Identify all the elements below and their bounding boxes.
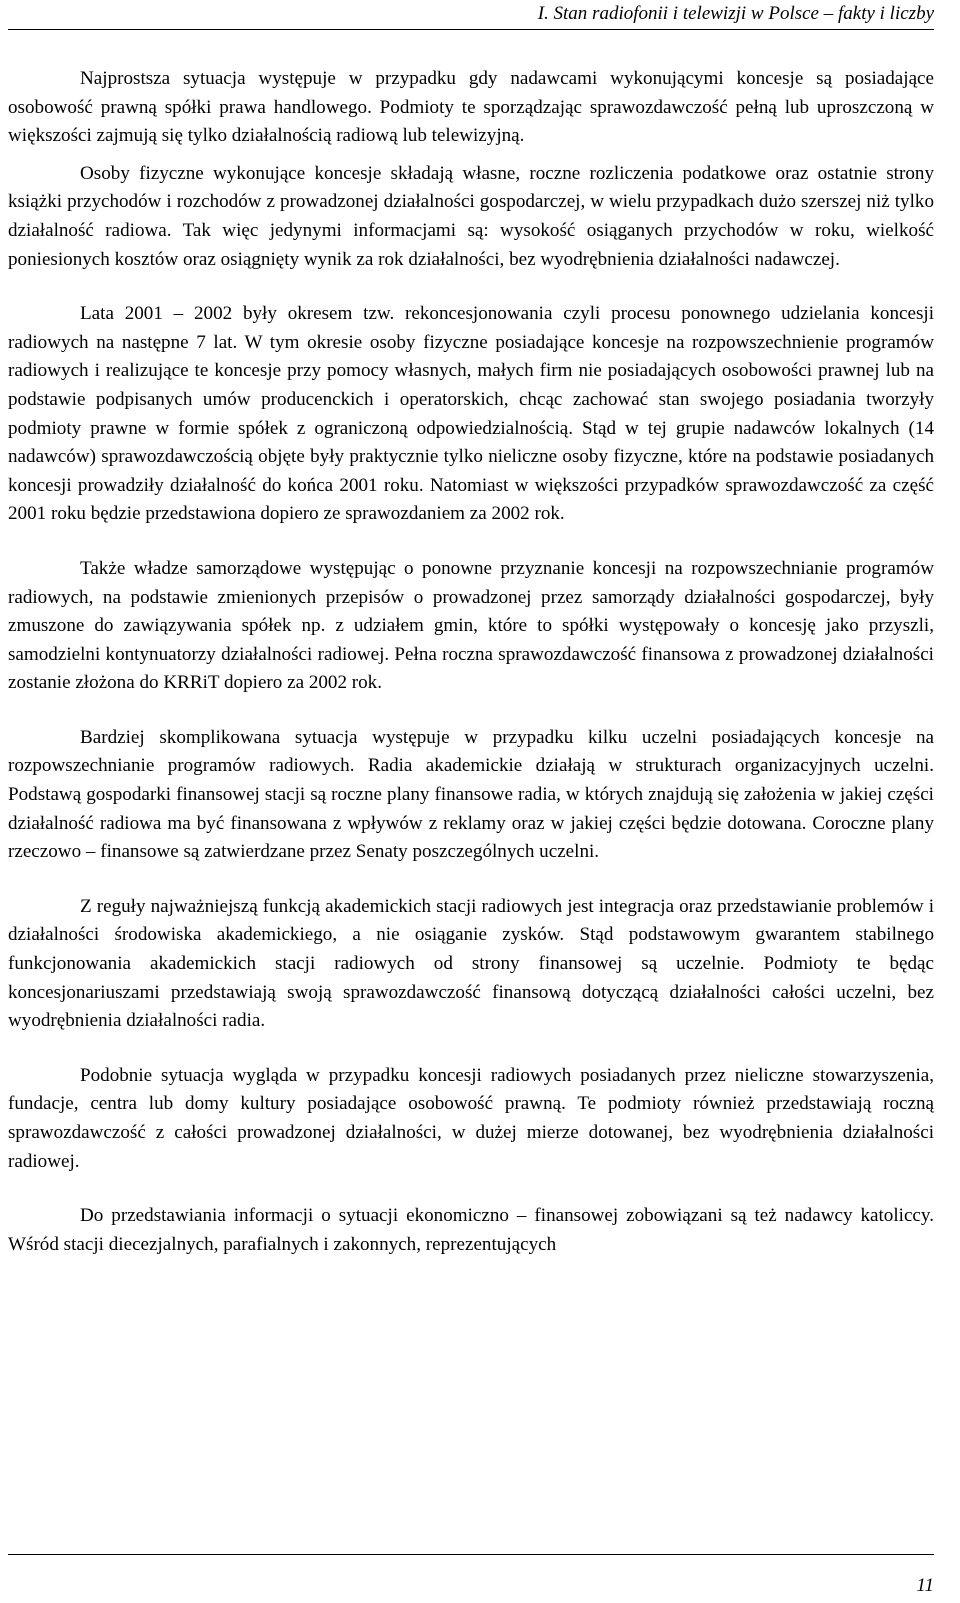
page-number: 11 [916,1575,934,1596]
paragraph: Do przedstawiania informacji o sytuacji ekonomiczno – finansowej zobowiązani są też nadawcy katoliccy. Wśród stacji diecezjalnych, parafialnych i zakonnych, reprezentujących [8,1205,934,1255]
paragraph: Podobnie sytuacja wygląda w przypadku koncesji radiowych posiadanych przez nieliczne stowarzyszenia, fundacje, centra lub domy kultury posiadające osobowość prawną. Te podmioty również przedstawiają roczną sprawozdawczość z całości prowadzonej działalności, w dużej mierze dotowanej, bez wyodrębnienia działalności radiowej. [8,1064,934,1172]
header-rule [8,29,934,30]
document-body [8,65,934,1285]
paragraph: Osoby fizyczne wykonujące koncesje składają własne, roczne rozliczenia podatkowe oraz ostatnie strony książki przychodów i rozchodów z prowadzonej działalności gospodarczej, w wielu przypadkach dużo szerszej niż tylko działalność radiowa. Tak więc jedynymi informacjami są: wysokość osiąganych przychodów w roku, wielkość poniesionych kosztów oraz osiągnięty wynik za rok działalności, bez wyodrębnienia działalności nadawczej. [8,162,934,270]
running-title: I. Stan radiofonii i telewizji w Polsce – fakty i liczby [537,3,934,24]
page-footer [8,1554,934,1599]
paragraph: Z reguły najważniejszą funkcją akademickich stacji radiowych jest integracja oraz przedstawianie problemów i działalności środowiska akademickiego, a nie osiąganie zysków. Stąd podstawowym gwarantem stabilnego funkcjonowania akademickich stacji radiowych od strony finansowej są uczelnie. Podmioty te będąc koncesjonariuszami przedstawiają swoją sprawozdawczość finansową dotyczącą działalności całości uczelni, bez wyodrębnienia działalności radia. [8,895,934,1032]
footer-rule [8,1554,934,1555]
paragraph: Najprostsza sytuacja występuje w przypadku gdy nadawcami wykonującymi koncesje są posiadające osobowość prawną spółki prawa handlowego. Podmioty te sporządzając sprawozdawczość pełną lub uproszczoną w większości zajmują się tylko działalnością radiową lub telewizyjną. [8,68,934,147]
page-header [8,0,934,34]
paragraph: Bardziej skomplikowana sytuacja występuje w przypadku kilku uczelni posiadających koncesje na rozpowszechnianie programów radiowych. Radia akademickie działają w strukturach organizacyjnych uczelni. Podstawą gospodarki finansowej stacji są roczne plany finansowe radia, w których znajdują się założenia w jakiej części działalność radiowa ma być finansowana z wpływów z reklamy oraz w jakiej części będzie dotowana. Coroczne plany rzeczowo – finansowe są zatwierdzane przez Senaty poszczególnych uczelni. [8,726,934,863]
paragraph: Także władze samorządowe występując o ponowne przyznanie koncesji na rozpowszechnianie programów radiowych, na podstawie zmienionych przepisów o prowadzonej przez samorządy działalności gospodarczej, były zmuszone do zawiązywania spółek np. z udziałem gmin, które to spółki występowały o koncesję jako przyszli, samodzielni kontynuatorzy działalności radiowej. Pełna roczna sprawozdawczość finansowa z prowadzonej działalności zostanie złożona do KRRiT dopiero za 2002 rok. [8,557,934,694]
paragraph: Lata 2001 – 2002 były okresem tzw. rekoncesjonowania czyli procesu ponownego udzielania koncesji radiowych na następne 7 lat. W tym okresie osoby fizyczne posiadające koncesje na rozpowszechnienie programów radiowych i realizujące te koncesje przy pomocy własnych, małych firm nie posiadających osobowości prawnej lub na podstawie podpisanych umów producenckich i operatorskich, chcąc zachować stan swojego posiadania tworzyły podmioty prawne w formie spółek z ograniczoną odpowiedzialnością. Stąd w tej grupie nadawców lokalnych (14 nadawców) sprawozdawczością objęte były praktycznie tylko nieliczne osoby fizyczne, które na podstawie posiadanych koncesji prowadziły działalność do końca 2001 roku. Natomiast w większości przypadków sprawozdawczość za część 2001 roku będzie przedstawiona dopiero ze sprawozdaniem za 2002 rok. [8,303,934,525]
